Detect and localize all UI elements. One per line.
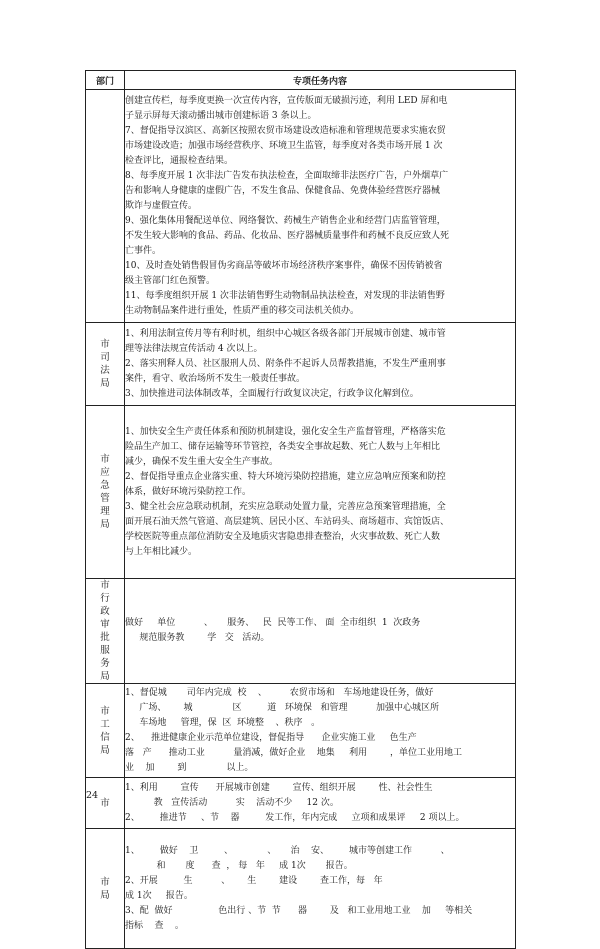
task-line: 3、加快推进司法体制改革，全面履行行政复议决定，行政争议化解到位。 bbox=[125, 388, 419, 399]
task-cell bbox=[125, 579, 516, 684]
task-line: 7、督促指导汉滨区、高新区按照农贸市场建设改造标准和管理规范要求实施农贸 bbox=[125, 125, 446, 136]
task-line: 2、开展 生 、 生 建设 查工作，每 年 bbox=[125, 875, 383, 886]
task-line: 体系，做好环境污染防控工作。 bbox=[125, 486, 252, 497]
table-row bbox=[86, 90, 516, 323]
task-line: 创建宣传栏，每季度更换一次宣传内容，宣传版面无破损污迹，利用 LED 屏和电 bbox=[125, 95, 448, 106]
task-line: 市场建设改造；加强市场经营秩序、环境卫生监管，每季度对各类市场开展 1 次 bbox=[125, 140, 443, 151]
header-task: 专项任务内容 bbox=[125, 71, 516, 90]
dept-name: 市工信局 bbox=[100, 705, 110, 756]
task-cell bbox=[125, 778, 516, 829]
task-line: 指标 查 。 bbox=[125, 920, 184, 931]
dept-cell bbox=[86, 778, 125, 829]
task-line: 1、 做好 卫 、 、 治 安、 城市等创建工作 、 bbox=[125, 845, 450, 856]
task-line: 1、督促城 司年内完成 校 、 农贸市场和 车场地建设任务，做好 bbox=[125, 687, 434, 698]
task-line: 11、每季度组织开展 1 次非法销售野生动物制品执法检查，对发现的非法销售野 bbox=[125, 290, 445, 301]
task-line: 减少，确保不发生重大安全生产事故。 bbox=[125, 456, 279, 467]
dept-cell bbox=[86, 829, 125, 949]
task-cell bbox=[125, 323, 516, 406]
task-cell bbox=[125, 829, 516, 949]
dept-name: 市局 bbox=[100, 876, 110, 901]
task-line: 2、 推进节 、节 器 发工作，年内完成 立项和成果评 2 项以上。 bbox=[125, 812, 465, 823]
task-line: 教 宣传活动 实 活动不少 12 次。 bbox=[125, 797, 339, 808]
task-line: 广场、 城 区 道 环境保 和管理 加强中心城区所 bbox=[125, 702, 440, 713]
task-cell bbox=[125, 90, 516, 323]
task-line: 2、 推进健康企业示范单位建设，督促指导 企业实施工业 色生产 bbox=[125, 732, 417, 743]
task-line: 和 度 查 ， 每 年 成 1次 报告。 bbox=[125, 860, 353, 871]
table-row bbox=[86, 684, 516, 778]
table-row bbox=[86, 323, 516, 406]
task-line: 业 加 到 以上。 bbox=[125, 762, 254, 773]
table-row bbox=[86, 778, 516, 829]
task-line: 案件，看守、收治场所不发生一般责任事故。 bbox=[125, 373, 306, 384]
task-line: 2、落实刑释人员、社区服刑人员、附条件不起诉人员帮教措施，不发生严重刑事 bbox=[125, 358, 446, 369]
dept-name: 市司法局 bbox=[100, 339, 110, 389]
task-line: 1、利用法制宣传月等有利时机，组织中心城区各级各部门开展城市创建、城市管 bbox=[125, 328, 446, 339]
table-row bbox=[86, 406, 516, 579]
task-cell bbox=[125, 406, 516, 579]
dept-cell bbox=[86, 406, 125, 579]
task-table bbox=[85, 70, 516, 949]
task-line: 面开展石油天然气管道、高层建筑、居民小区、车站码头、商场超市、宾馆饭店、 bbox=[125, 516, 450, 527]
header-dept: 部门 bbox=[86, 71, 125, 90]
task-line: 级主管部门红色预警。 bbox=[125, 275, 216, 286]
task-line: 理等法律法规宣传活动 4 次以上。 bbox=[125, 343, 263, 354]
dept-name: 市 bbox=[100, 797, 110, 809]
page-number: 24 bbox=[86, 790, 99, 801]
dept-cell bbox=[86, 579, 125, 684]
task-line: 8、每季度开展 1 次非法广告发布执法检查，全面取缔非法医疗广告，户外烟草广 bbox=[125, 170, 449, 181]
dept-name: 市应急管理局 bbox=[100, 454, 110, 530]
task-line: 10、及时查处销售假冒伪劣商品等破坏市场经济秩序案事件，确保不因传销被省 bbox=[125, 260, 443, 271]
task-line: 成 1次 报告。 bbox=[125, 890, 193, 901]
task-line: 3、配 做好 色出行 、节 节 器 及 和工业用地工业 加 等相关 bbox=[125, 905, 473, 916]
task-line: 规范服务教 学 交 活动。 bbox=[125, 633, 270, 643]
task-line: 做好 单位 、 服务、 民 民等工作、 面 全市组织 1 次政务 bbox=[125, 618, 421, 628]
task-line: 9、强化集体用餐配送单位、网络餐饮、药械生产销售企业和经营门店监管管理， bbox=[125, 215, 446, 226]
task-line: 1、利用 宣传 开展城市创建 宣传、组织开展 性、社会性生 bbox=[125, 782, 433, 793]
table-row bbox=[86, 829, 516, 949]
task-line: 告和影响人身健康的虚假广告，不发生食品、保健食品、免费体验经营医疗器械 bbox=[125, 185, 441, 196]
task-line: 险品生产加工、储存运输等环节管控，各类安全事故起数、死亡人数与上年相比 bbox=[125, 441, 441, 452]
task-line: 检查评比，通报检查结果。 bbox=[125, 155, 234, 166]
dept-name: 市行政审批服务局 bbox=[100, 580, 110, 682]
dept-cell bbox=[86, 684, 125, 778]
task-cell bbox=[125, 684, 516, 778]
task-line: 车场地 管理，保 区 环境整 、秩序 。 bbox=[125, 717, 321, 728]
task-line: 2、督促指导重点企业落实重、特大环境污染防控措施，建立应急响应预案和防控 bbox=[125, 471, 446, 482]
task-line: 3、健全社会应急联动机制，充实应急联动处置力量，完善应急预案管理措施，全 bbox=[125, 501, 446, 512]
table-row bbox=[86, 579, 516, 684]
table-header-row bbox=[86, 71, 516, 90]
dept-cell bbox=[86, 323, 125, 406]
task-line: 不发生较大影响的食品、药品、化妆品、医疗器械质量事件和药械不良反应致人死 bbox=[125, 230, 450, 241]
task-line: 学校医院等重点部位消防安全及地质灾害隐患排查整治，火灾事故数、死亡人数 bbox=[125, 531, 441, 542]
task-line: 1、加快安全生产责任体系和预防机制建设，强化安全生产监督管理，严格落实危 bbox=[125, 426, 446, 437]
task-line: 生动物制品案件进行重处，性质严重的移交司法机关侦办。 bbox=[125, 305, 360, 316]
task-line: 欺诈与虚假宣传。 bbox=[125, 200, 198, 211]
task-line: 子显示屏每天滚动播出城市创建标语 3 条以上。 bbox=[125, 110, 317, 121]
task-line: 亡事件。 bbox=[125, 245, 162, 256]
task-line: 与上年相比减少。 bbox=[125, 546, 198, 557]
dept-cell bbox=[86, 90, 125, 323]
task-line: 落 产 推动工业 量消减，做好企业 地集 利用 ，单位工业用地工 bbox=[125, 747, 462, 758]
